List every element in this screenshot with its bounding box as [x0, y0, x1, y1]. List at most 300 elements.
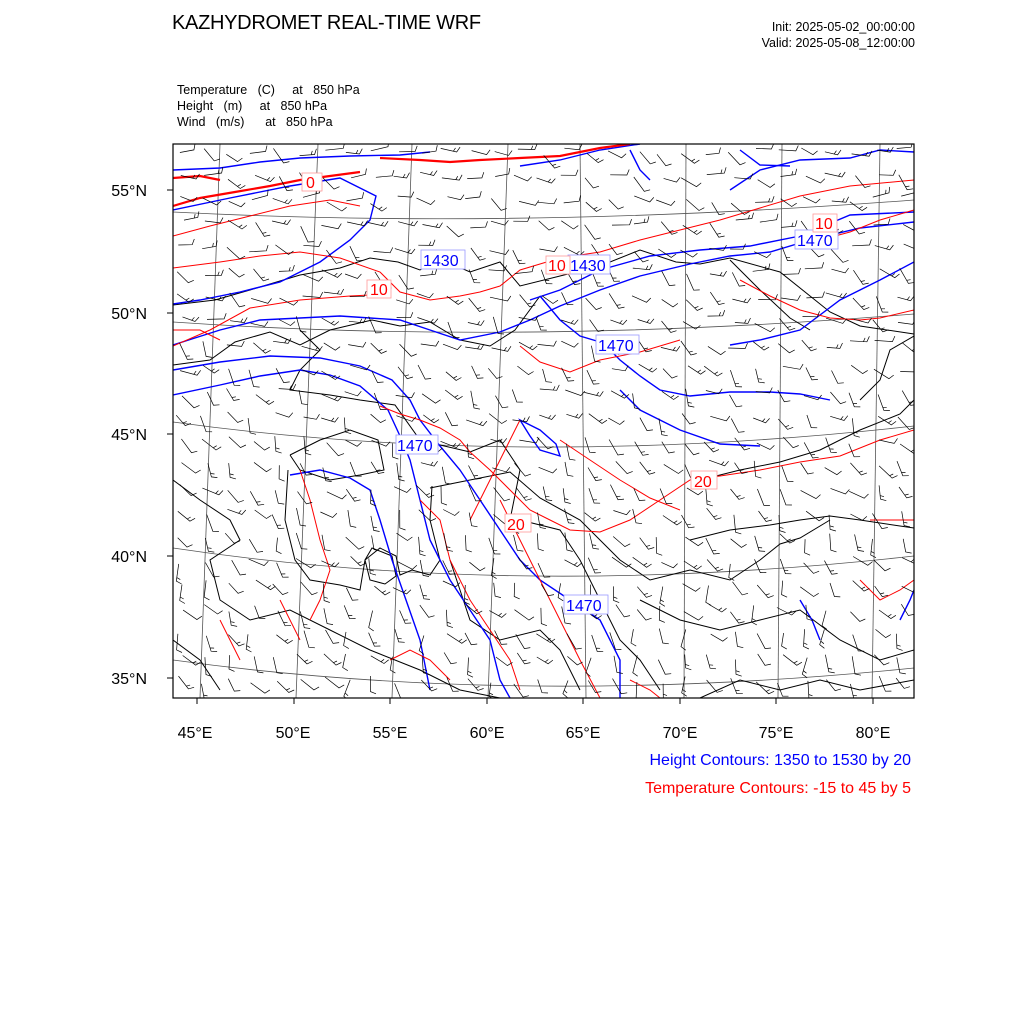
wind-barb [347, 192, 364, 201]
wind-barb [275, 436, 282, 453]
wind-barb [423, 415, 439, 423]
wind-barb [565, 533, 573, 552]
wind-barb [179, 676, 195, 689]
meridian-lines [200, 144, 880, 698]
wind-barb [802, 658, 807, 678]
wind-barb [585, 225, 601, 240]
wind-barb [346, 489, 360, 501]
lon-label: 70°E [662, 725, 698, 742]
wind-barb [442, 175, 462, 180]
map-title: KAZHYDROMET REAL-TIME WRF [172, 12, 481, 34]
wind-barb [419, 510, 436, 521]
wind-barb [495, 396, 508, 408]
wind-barb [757, 585, 774, 598]
wind-barb [180, 585, 185, 604]
wind-barb [321, 417, 338, 422]
wind-barb [801, 148, 817, 155]
wind-barb [688, 366, 706, 374]
wind-barb [321, 224, 341, 229]
wind-barb [491, 220, 508, 225]
height-contours [173, 144, 914, 698]
wind-barb [204, 580, 209, 600]
wind-barb [445, 390, 462, 399]
lat-label: 35°N [111, 671, 147, 688]
wind-barb [709, 604, 727, 612]
wind-barb [441, 147, 460, 152]
wind-barb [829, 515, 836, 531]
wind-barb [711, 634, 728, 641]
wind-barb [633, 557, 652, 567]
wind-barb [249, 245, 268, 252]
wind-barb [852, 656, 861, 675]
wind-barb [849, 491, 868, 498]
wind-barb [518, 144, 537, 150]
wind-barb [420, 585, 430, 600]
wind-barb [561, 341, 578, 347]
wind-barb [730, 395, 743, 407]
wind-barb [874, 560, 891, 571]
wind-barb [825, 172, 846, 177]
wind-barb [632, 296, 651, 303]
wind-barb [608, 151, 626, 158]
wind-barb [662, 442, 675, 453]
wind-barb [250, 491, 264, 505]
height-contour-label: 1470 [566, 598, 602, 615]
wind-barb [468, 658, 473, 678]
wind-barb [897, 461, 909, 476]
wind-barb [327, 492, 347, 499]
wind-barb [634, 196, 654, 202]
wind-barb [300, 611, 310, 628]
wind-barb [205, 270, 223, 276]
height-contour-legend: Height Contours: 1350 to 1530 by 20 [649, 752, 911, 769]
wind-barb [707, 508, 722, 519]
wind-barb [400, 510, 406, 530]
wind-barb [202, 439, 221, 450]
wind-barb [709, 460, 729, 466]
init-time: Init: 2025-05-02_00:00:00 [771, 20, 915, 34]
wind-barb [543, 369, 552, 382]
wind-barb [468, 320, 484, 325]
lon-label: 60°E [469, 725, 505, 742]
wind-barb [178, 538, 193, 547]
wind-barb [279, 465, 285, 481]
wind-barb [658, 660, 671, 675]
wind-barb [849, 393, 860, 407]
wind-barb [634, 177, 650, 191]
wind-barb [783, 268, 800, 274]
height-contour-label: 1470 [397, 438, 433, 455]
wind-barb [656, 537, 662, 555]
wind-barb [640, 418, 653, 431]
wind-barb [201, 684, 210, 700]
wind-barb [368, 221, 388, 226]
wind-barb [466, 420, 487, 426]
wind-barb [898, 319, 916, 324]
wind-barb [422, 394, 440, 403]
wind-barb [904, 244, 923, 250]
wind-barb [802, 340, 817, 351]
wind-barb [633, 655, 638, 676]
wind-barb [543, 487, 552, 501]
lon-label: 55°E [372, 725, 408, 742]
wind-barb [686, 199, 704, 210]
wind-barb [229, 655, 235, 671]
wind-barb [853, 298, 869, 310]
wind-barb [254, 269, 270, 281]
wind-barb [538, 199, 557, 204]
wind-barb [447, 634, 467, 644]
wind-barb [563, 681, 568, 698]
wind-barb [783, 364, 803, 369]
wind-barb [897, 657, 906, 674]
wind-barb [540, 385, 560, 390]
wind-barb [298, 492, 313, 504]
wind-barb [516, 634, 531, 648]
wind-barb [371, 343, 387, 353]
wind-barb [588, 468, 602, 481]
wind-barb [659, 629, 669, 644]
wind-barb [276, 413, 293, 418]
wind-barb [369, 633, 381, 647]
wind-barb [202, 240, 217, 248]
wind-barb [616, 605, 630, 617]
wind-barb [875, 245, 894, 250]
wind-barb [588, 681, 601, 693]
wind-barb [824, 561, 837, 575]
wind-barb [183, 656, 201, 666]
wind-barb [465, 344, 484, 349]
wind-barb [637, 610, 651, 621]
wind-barb [565, 462, 573, 476]
wind-barb [801, 463, 814, 474]
wind-barb [347, 221, 368, 226]
temperature-contour-label: 10 [815, 216, 833, 233]
wind-barb [228, 490, 244, 502]
wind-barb [755, 536, 765, 552]
wind-barb [613, 510, 630, 515]
wind-barb [782, 633, 787, 649]
wind-barb [472, 150, 491, 155]
wind-barb [255, 510, 272, 519]
wind-barb [276, 368, 290, 382]
wind-barb [732, 272, 745, 286]
wind-barb [614, 656, 623, 674]
wind-barb [660, 587, 665, 607]
wind-barb [490, 250, 509, 255]
wind-barb [681, 154, 699, 164]
wind-barb [587, 370, 600, 384]
wind-barb [706, 655, 716, 669]
wind-barb [467, 172, 484, 178]
wind-barb [661, 346, 680, 351]
wind-barb [539, 415, 555, 420]
wind-barb [180, 144, 195, 153]
wind-barb [896, 634, 902, 651]
wind-barb [345, 391, 362, 396]
wind-barb [207, 515, 219, 532]
wind-barb [832, 268, 849, 273]
wind-barb [585, 513, 601, 521]
wind-barb [177, 634, 182, 653]
wind-barb [517, 653, 530, 664]
lat-label: 40°N [111, 549, 147, 566]
wind-barb [728, 152, 745, 165]
wind-barb [469, 513, 477, 527]
wind-barb [710, 292, 724, 305]
wind-barb [808, 681, 815, 700]
wind-barb [469, 562, 485, 571]
wind-barb [783, 437, 798, 448]
wind-barb [227, 389, 240, 401]
wind-barb [256, 580, 276, 590]
wind-barb [663, 684, 669, 700]
wind-barb [180, 370, 201, 375]
wind-barb [567, 634, 582, 650]
wind-barb [228, 635, 244, 646]
wind-barb [804, 629, 809, 649]
wind-barb [322, 318, 339, 325]
wind-barb [275, 490, 284, 504]
wind-barb [805, 539, 811, 555]
wind-barb [536, 318, 547, 330]
wind-barb [853, 270, 868, 284]
wind-barb [344, 632, 349, 649]
wind-barb [804, 442, 818, 458]
wind-barb [421, 461, 438, 466]
wind-barb [684, 612, 703, 621]
wind-barb [322, 270, 342, 278]
wind-barb [565, 560, 582, 567]
wind-barb [254, 462, 272, 471]
wind-barb [758, 180, 775, 188]
wind-barb [371, 676, 377, 694]
wind-barb [663, 369, 678, 379]
wind-barb [180, 485, 197, 496]
wind-barb [344, 605, 355, 618]
wind-barb [183, 317, 200, 322]
wind-barb [736, 213, 754, 220]
wind-barb [902, 558, 919, 564]
wind-barb [346, 537, 365, 549]
wind-barb [852, 418, 859, 437]
wind-barb [203, 341, 212, 357]
wind-barb [203, 366, 219, 374]
wind-barb [657, 154, 672, 165]
wind-barb [875, 336, 895, 342]
wind-barb [541, 608, 547, 626]
wind-barb [304, 414, 320, 419]
wind-barb [561, 170, 578, 176]
wind-barb [519, 200, 539, 205]
wind-barb [902, 343, 920, 353]
wind-barb [296, 559, 316, 568]
wind-barb [585, 178, 599, 188]
wind-barb [878, 416, 896, 425]
wind-barb [394, 173, 410, 178]
wind-barb [731, 203, 749, 214]
wind-barb [731, 419, 744, 433]
wind-barb [400, 610, 412, 623]
lon-label: 65°E [565, 725, 601, 742]
wind-barb [230, 317, 247, 322]
wind-barb [613, 537, 630, 547]
wind-barb [781, 220, 797, 227]
wind-barb [900, 268, 915, 283]
wind-barb [273, 338, 291, 343]
wind-barb [373, 247, 392, 252]
wind-barb [899, 175, 913, 190]
coastlines [173, 250, 914, 698]
wind-barb [616, 461, 633, 473]
wind-barb [876, 629, 891, 637]
wind-barb [232, 560, 246, 575]
height-contour-label: 1430 [423, 253, 459, 270]
wind-barb [640, 462, 655, 474]
wind-barb [205, 538, 214, 552]
wind-barb [228, 220, 247, 229]
wind-barb [806, 511, 824, 521]
wind-barb [448, 322, 460, 338]
wind-barb [272, 515, 284, 529]
wind-barb [614, 586, 620, 602]
wind-barb [822, 611, 827, 630]
wind-barb [492, 346, 511, 351]
wind-barb [585, 437, 596, 452]
wind-barb [783, 655, 802, 666]
wind-barb [901, 187, 915, 196]
wind-barb [803, 311, 820, 317]
wind-barb [637, 587, 652, 598]
wind-barb [371, 414, 386, 422]
wind-barb [418, 365, 431, 379]
wind-barb [514, 175, 532, 181]
wind-barb [350, 246, 363, 261]
wind-barb [590, 320, 604, 332]
wind-barb [826, 293, 847, 298]
wind-barb [229, 583, 244, 593]
wind-barb [753, 342, 769, 350]
wind-barb [327, 443, 344, 456]
wind-barb [256, 395, 274, 405]
wind-barb [685, 655, 692, 670]
wind-barb [255, 175, 274, 181]
wind-barb [400, 344, 417, 356]
wind-barb [800, 587, 819, 597]
wind-barb [273, 198, 292, 204]
wind-barb [634, 216, 649, 224]
wind-barb [682, 515, 695, 528]
wind-barb [871, 539, 876, 558]
wind-barb [301, 226, 314, 242]
wind-barb [780, 489, 792, 505]
wind-barb [376, 170, 394, 177]
wind-barb [656, 200, 675, 206]
wind-barb [879, 676, 891, 691]
wind-barb [900, 444, 919, 454]
wind-barb [228, 179, 245, 188]
wind-barb [465, 535, 471, 552]
wind-barb [639, 364, 657, 372]
wind-barb [879, 485, 886, 500]
wind-barb [350, 462, 362, 476]
wind-barb [327, 202, 347, 211]
wind-barb [662, 321, 677, 333]
wind-barb [348, 342, 366, 347]
wind-barb [206, 636, 217, 652]
wind-barb [180, 343, 194, 359]
wind-barb [444, 533, 453, 551]
wind-barb [612, 557, 631, 567]
wind-barb [178, 239, 194, 245]
wind-barb [879, 610, 896, 619]
wind-barb [851, 365, 868, 373]
wind-barb [683, 584, 701, 592]
wind-barb [472, 366, 484, 379]
wind-barb [758, 654, 771, 665]
wind-barb [469, 298, 486, 311]
wind-barb [587, 154, 603, 163]
lat-label: 45°N [111, 427, 147, 444]
wind-barb [586, 202, 602, 211]
wind-barb [566, 414, 582, 419]
wind-barb [710, 416, 730, 421]
wind-barb [443, 510, 459, 516]
wind-barb [756, 388, 773, 393]
wind-barb [820, 629, 825, 648]
wind-barb [558, 583, 563, 601]
wind-barb [205, 657, 212, 676]
wind-barb [730, 370, 742, 387]
wind-barb [495, 151, 512, 156]
wind-barb [251, 683, 270, 693]
wind-barb [304, 436, 311, 455]
wind-barb [900, 367, 920, 373]
wind-barb [344, 680, 350, 701]
wind-barb [612, 366, 628, 371]
wind-barb [395, 683, 407, 699]
wind-barb [735, 438, 750, 450]
wind-barb [687, 274, 700, 290]
wind-barb [539, 247, 557, 252]
wind-barb [803, 197, 820, 203]
wind-barb [780, 559, 791, 574]
wind-barb [730, 612, 744, 623]
wind-barb [397, 533, 413, 540]
wind-barb [564, 195, 581, 203]
wind-barb [850, 684, 859, 700]
wind-barb [564, 144, 582, 149]
wind-barb [417, 198, 436, 205]
wind-barb [395, 249, 415, 254]
wind-barb [707, 560, 723, 572]
wind-barb [539, 221, 555, 230]
wind-barb [254, 442, 270, 451]
wind-barb [685, 537, 703, 546]
wind-barb [537, 533, 543, 550]
wind-barb [178, 511, 195, 521]
wind-barb [398, 367, 413, 379]
wind-barb [633, 509, 642, 524]
wind-barb [661, 562, 677, 567]
wind-barb [348, 510, 356, 527]
wind-barb [756, 369, 765, 383]
wind-barb [586, 298, 602, 310]
wind-barb [351, 556, 366, 565]
height-contour-label: 1470 [797, 233, 833, 250]
wind-barb [827, 343, 843, 348]
wind-barb [830, 583, 840, 597]
